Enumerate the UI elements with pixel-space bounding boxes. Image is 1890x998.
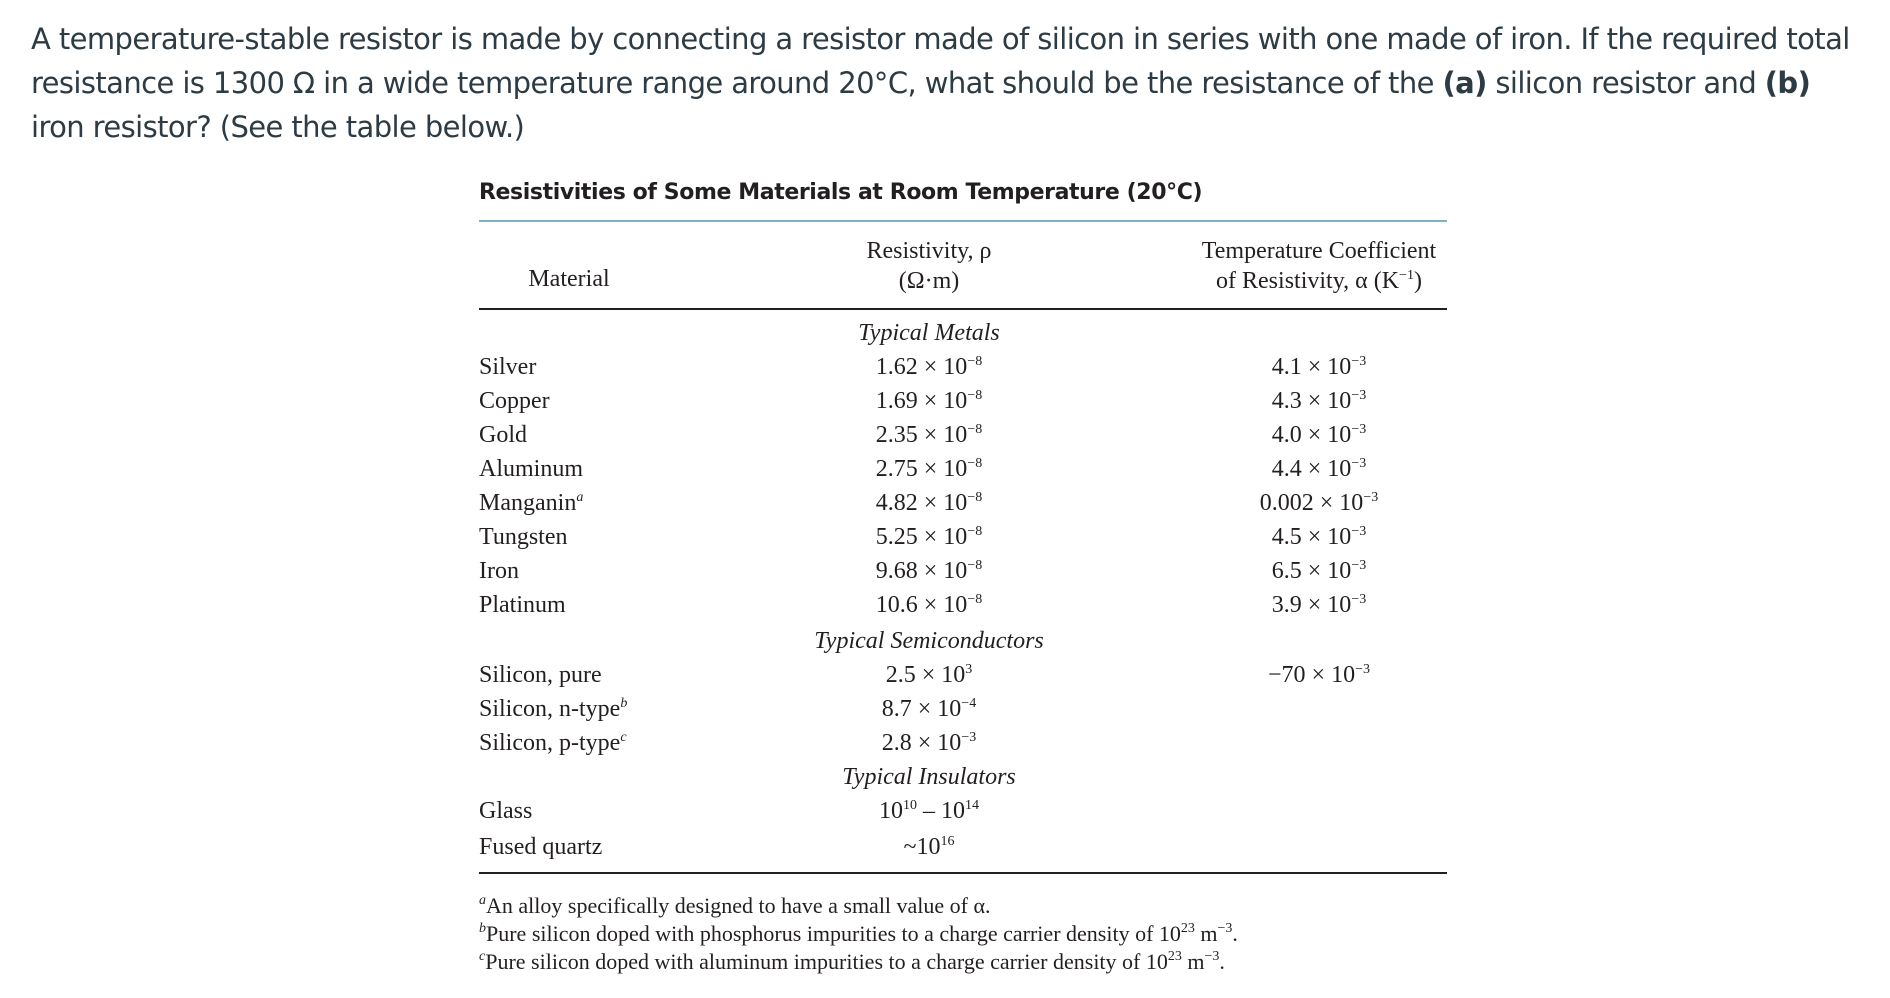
resistivity-value: $9.68 \times 10^{-8}$ <box>875 558 983 584</box>
footnotes <box>479 892 1447 976</box>
resistivity-value: $10.6 \times 10^{-8}$ <box>875 592 983 618</box>
table-row <box>479 694 1447 724</box>
header-resistivity <box>819 236 1039 296</box>
material-name: Copper <box>479 388 550 414</box>
material-name: Silicon, n-type$^b$ <box>479 696 628 722</box>
footnote-mark-b: b <box>620 696 628 711</box>
temp-coefficient-value: $4.3 \times 10^{-3}$ <box>1271 388 1367 414</box>
temp-coefficient-value: $-70 \times 10^{-3}$ <box>1268 662 1370 688</box>
table-row <box>479 832 1447 862</box>
table-row <box>479 386 1447 416</box>
material-name: Silicon, pure <box>479 662 602 688</box>
footnote-mark-c: c <box>620 730 627 745</box>
resistivity-value: $1.62 \times 10^{-8}$ <box>875 354 983 380</box>
temp-coefficient-value: $4.0 \times 10^{-3}$ <box>1271 422 1367 448</box>
table-header <box>479 222 1447 308</box>
resistivity-value: $2.35 \times 10^{-8}$ <box>875 422 983 448</box>
material-name: Silicon, p-type$^c$ <box>479 730 627 756</box>
header-resistivity-line1: Resistivity, ρ <box>866 238 992 264</box>
table-row <box>479 420 1447 450</box>
table-row <box>479 796 1447 826</box>
header-material: Material <box>528 266 610 292</box>
question-text <box>31 17 1871 149</box>
resistivity-value: $1.69 \times 10^{-8}$ <box>875 388 983 414</box>
material-name: Aluminum <box>479 456 584 482</box>
material-name: Silver <box>479 354 537 380</box>
header-resistivity-line2: (Ω·m) <box>898 268 960 294</box>
temp-coefficient-value: $4.4 \times 10^{-3}$ <box>1271 456 1367 482</box>
resistivity-value: $2.75 \times 10^{-8}$ <box>875 456 983 482</box>
header-coef-line2: of Resistivity, α $(K^{-1})$ <box>1216 268 1422 294</box>
table-row <box>479 352 1447 382</box>
question-part3: iron resistor? (See the table below.) <box>31 110 525 144</box>
section-insulators: Typical Insulators <box>842 764 1016 790</box>
resistivity-value: $8.7 \times 10^{-4}$ <box>881 696 977 722</box>
table-row <box>479 454 1447 484</box>
table-row <box>479 488 1447 518</box>
table-row <box>479 660 1447 690</box>
resistivity-value: $10^{10} - 10^{14}$ <box>879 798 979 824</box>
material-name: Tungsten <box>479 524 568 550</box>
question-part2: silicon resistor and <box>1486 66 1765 100</box>
temp-coefficient-value: $0.002 \times 10^{-3}$ <box>1259 490 1379 516</box>
part-a-label: (a) <box>1442 66 1487 100</box>
footnote-a: $^a$An alloy specifically designed to have a small value of α. <box>479 893 991 918</box>
table-row <box>479 728 1447 758</box>
material-name: Glass <box>479 798 533 824</box>
footnote-mark-a: a <box>576 490 584 505</box>
table-body <box>479 310 1447 872</box>
material-name: Fused quartz <box>479 834 603 860</box>
temp-coefficient-value: $6.5 \times 10^{-3}$ <box>1271 558 1367 584</box>
temp-coefficient-value: $4.5 \times 10^{-3}$ <box>1271 524 1367 550</box>
section-metals: Typical Metals <box>858 320 1000 346</box>
footnote-c: $^c$Pure silicon doped with aluminum impurities to a charge carrier density of $10^{23}$ $m^{-3}$. <box>479 949 1225 974</box>
table-row <box>479 590 1447 620</box>
resistivity-value: $5.25 \times 10^{-8}$ <box>875 524 983 550</box>
table-bottom-rule <box>479 872 1447 874</box>
resistivity-value: $2.8 \times 10^{-3}$ <box>881 730 977 756</box>
resistivity-value: $2.5 \times 10^3$ <box>885 662 973 688</box>
material-name: Gold <box>479 422 527 448</box>
temp-coefficient-value: $3.9 \times 10^{-3}$ <box>1271 592 1367 618</box>
question-part1: A temperature-stable resistor is made by connecting a resistor made of silicon in series with one made of iron. If the required total resistance is 1300 Ω in a wide temperature range around 20°C, what should be the resistance of the <box>31 22 1850 100</box>
table-row <box>479 556 1447 586</box>
resistivity-value: $\sim 10^{16}$ <box>903 834 955 860</box>
part-b-label: (b) <box>1764 66 1811 100</box>
resistivity-value: $4.82 \times 10^{-8}$ <box>875 490 983 516</box>
footnote-b: $^b$Pure silicon doped with phosphorus impurities to a charge carrier density of $10^{23}$ $m^{-3}$. <box>479 921 1238 946</box>
table-row <box>479 522 1447 552</box>
material-name: Manganin$^a$ <box>479 490 584 516</box>
temp-coefficient-value: $4.1 \times 10^{-3}$ <box>1271 354 1367 380</box>
resistivity-table <box>479 176 1447 976</box>
table-title: Resistivities of Some Materials at Room Temperature (20°C) <box>479 180 1203 205</box>
material-name: Platinum <box>479 592 566 618</box>
material-name: Iron <box>479 558 519 584</box>
header-temp-coefficient <box>1169 236 1469 296</box>
header-coef-line1: Temperature Coefficient <box>1201 238 1437 264</box>
section-semiconductors: Typical Semiconductors <box>814 628 1044 654</box>
